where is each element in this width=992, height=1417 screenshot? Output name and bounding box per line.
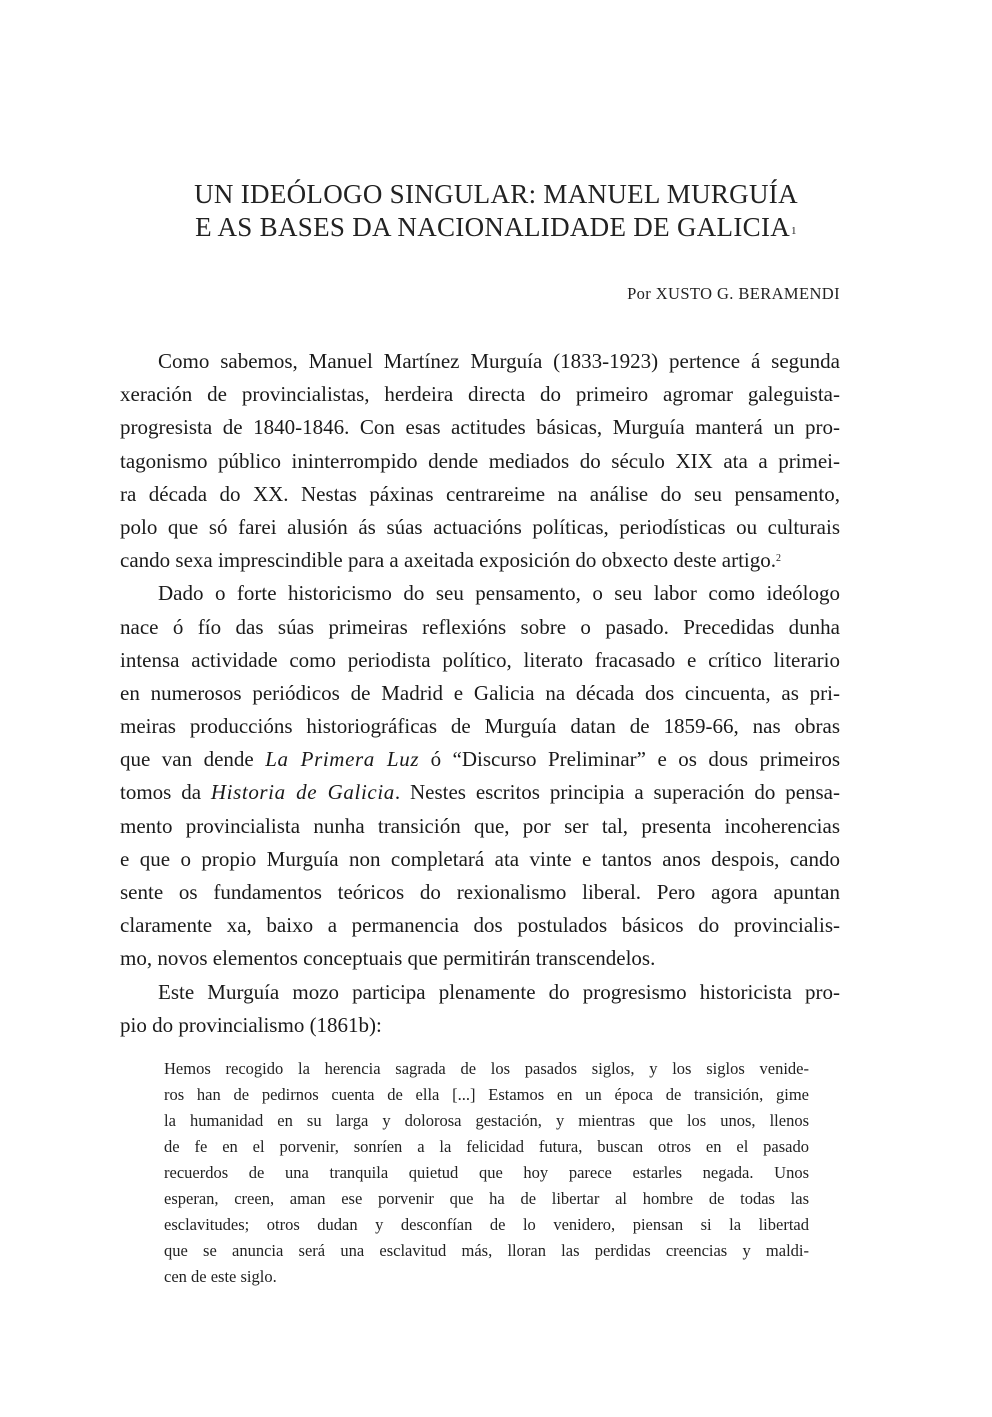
text-line-content: cando sexa imprescindible para a axeitada exposición do obxecto deste artigo. bbox=[120, 548, 777, 573]
text-line: meiras produccións historiográficas de Murguía datan de 1859-66, nas obras bbox=[120, 714, 840, 739]
title-line-2 bbox=[110, 211, 882, 244]
quote-line: cen de este siglo. bbox=[164, 1267, 277, 1286]
text-line: xeración de provincialistas, herdeira directa do primeiro agromar galeguista- bbox=[120, 382, 840, 407]
article-title bbox=[110, 178, 882, 244]
quote-line: de fe en el porvenir, sonríen a la felicidad futura, buscan otros en el pasado bbox=[164, 1137, 809, 1156]
text-line: polo que só farei alusión ás súas actuacións políticas, periodísticas ou culturais bbox=[120, 514, 840, 539]
work-title-historia-de-galicia: Historia de Galicia bbox=[210, 780, 395, 805]
text-line bbox=[120, 743, 840, 776]
quote-line: esperan, creen, aman ese porvenir que ha de libertar al hombre de todas las bbox=[164, 1189, 809, 1208]
text-line bbox=[120, 776, 840, 809]
text-run: ó “Discurso Preliminar” e os dous primeiros bbox=[430, 747, 841, 772]
paragraph-2 bbox=[120, 577, 840, 975]
paragraph-3 bbox=[120, 976, 840, 1042]
quote-line: la humanidad en su larga y dolorosa gestación, y mientras que los unos, llenos bbox=[164, 1111, 809, 1130]
text-line: en numerosos periódicos de Madrid e Galicia na década dos cincuenta, as pri- bbox=[120, 680, 840, 705]
quote-line: esclavitudes; otros dudan y desconfían de lo venidero, piensan si la libertad bbox=[164, 1215, 809, 1234]
byline bbox=[627, 284, 840, 304]
text-run: tomos da bbox=[120, 780, 202, 805]
quote-line: Hemos recogido la herencia sagrada de los pasados siglos, y los siglos venide- bbox=[164, 1059, 809, 1078]
article-body bbox=[120, 345, 840, 1042]
title-line-1: UN IDEÓLOGO SINGULAR: MANUEL MURGUÍA bbox=[194, 179, 798, 209]
text-line: progresista de 1840-1846. Con esas actitudes básicas, Murguía manterá un pro- bbox=[120, 415, 840, 440]
text-run: . Nestes escritos principia a superación do pensa- bbox=[394, 780, 840, 805]
quote-line: recuerdos de una tranquila quietud que hoy parece estarles negada. Unos bbox=[164, 1163, 809, 1182]
text-line: e que o propio Murguía non completará ata vinte e tantos anos despois, cando bbox=[120, 846, 840, 871]
author-name: XUSTO G. BERAMENDI bbox=[655, 284, 840, 303]
text-line: Este Murguía mozo participa plenamente do progresismo historicista pro- bbox=[158, 979, 840, 1004]
text-line bbox=[120, 544, 840, 577]
text-line: Dado o forte historicismo do seu pensamento, o seu labor como ideólogo bbox=[158, 581, 840, 606]
text-line: Como sabemos, Manuel Martínez Murguía (1833-1923) pertence á segunda bbox=[158, 349, 840, 373]
text-line: pio do provincialismo (1861b): bbox=[120, 1012, 382, 1037]
quote-line: que se anuncia será una esclavitud más, lloran las perdidas creencias y maldi- bbox=[164, 1241, 809, 1260]
text-line: sente os fundamentos teóricos do rexionalismo liberal. Pero agora apuntan bbox=[120, 880, 840, 904]
text-run: que van dende bbox=[120, 747, 254, 772]
text-line: mento provincialista nunha transición que, por ser tal, presenta incoherencias bbox=[120, 813, 840, 838]
title-footnote-marker[interactable]: 1 bbox=[791, 225, 797, 237]
quote-line: ros han de pedirnos cuenta de ella [...] Estamos en un época de transición, gime bbox=[164, 1085, 809, 1104]
text-line: ra década do XX. Nestas páxinas centrareime na análise do seu pensamento, bbox=[120, 481, 840, 506]
text-line: mo, novos elementos conceptuais que permitirán transcendelos. bbox=[120, 946, 656, 971]
paragraph-1 bbox=[120, 345, 840, 577]
text-line: nace ó fío das súas primeiras reflexións sobre o pasado. Precedidas dunha bbox=[120, 614, 840, 639]
text-line: claramente xa, baixo a permanencia dos postulados básicos do provincialis- bbox=[120, 913, 840, 938]
footnote-marker-2[interactable]: 2 bbox=[776, 553, 782, 565]
text-line: intensa actividade como periodista político, literato fracasado e crítico literario bbox=[120, 647, 840, 672]
byline-prefix: Por bbox=[627, 284, 652, 303]
block-quote bbox=[164, 1056, 809, 1290]
work-title-la-primera-luz: La Primera Luz bbox=[265, 747, 420, 772]
text-line: tagonismo público ininterrompido dende mediados do século XIX ata a primei- bbox=[120, 448, 840, 473]
title-line-2-text: E AS BASES DA NACIONALIDADE DE GALICIA bbox=[195, 212, 791, 242]
